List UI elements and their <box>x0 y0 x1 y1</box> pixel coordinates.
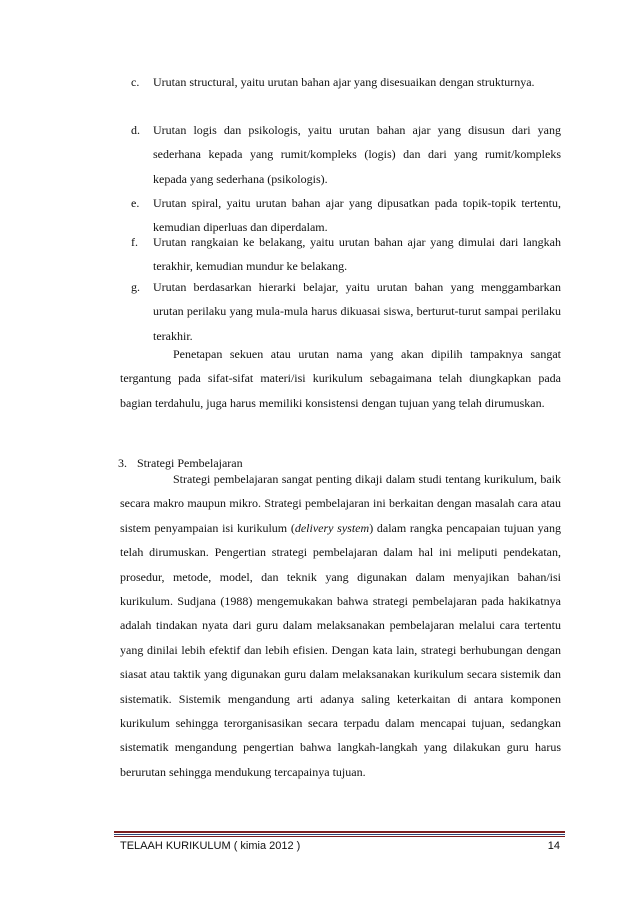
list-text: Urutan structural, yaitu urutan bahan ajar yang disesuaikan dengan strukturnya. <box>153 75 535 89</box>
list-label: f. <box>131 235 138 249</box>
list-item-g <box>131 275 561 348</box>
footer-rule-middle <box>114 834 565 835</box>
list-label: c. <box>131 75 140 89</box>
list-item-c <box>131 70 561 94</box>
paragraph-sequence: Penetapan sekuen atau urutan nama yang akan dipilih tampaknya sangat tergantung pada sifat-sifat materi/isi kurikulum sebagaimana telah diungkapkan pada bagian terdahulu, juga harus memiliki konsistensi dengan tujuan yang telah dirumuskan. <box>120 347 561 410</box>
list-item-d <box>131 118 561 191</box>
list-text: Urutan logis dan psikologis, yaitu urutan bahan ajar yang disusun dari yang sederhana kepada yang rumit/kompleks (logis) dan dari yang rumit/kompleks kepada yang sederhana (psikologis). <box>153 123 561 186</box>
footer-rule-bottom <box>114 836 565 837</box>
body-text-start: Strategi pembelajaran sangat penting dikaji dalam studi tentang kurikulum, baik secara makro maupun mikro. Strategi pembelajaran ini berkaitan dengan masalah cara atau sistem penyampaian isi kurikulum ( <box>120 472 561 535</box>
list-label: g. <box>131 280 140 294</box>
paragraph-strategi <box>120 467 561 784</box>
list-text: Urutan spiral, yaitu urutan bahan ajar yang dipusatkan pada topik-topik tertentu, kemudian diperluas dan diperdalam. <box>153 196 561 235</box>
footer-title: TELAAH KURIKULUM ( kimia 2012 ) <box>120 840 301 852</box>
page-number: 14 <box>547 840 560 852</box>
list-label: e. <box>131 196 140 210</box>
body-text-end: ) dalam rangka pencapaian tujuan yang telah dirumuskan. Pengertian strategi pembelajaran dalam hal ini meliputi pendekatan, prosedur, metode, model, dan teknik yang digunakan dalam menyajikan bahan/isi kurikulum. Sudjana (1988) mengemukakan bahwa strategi pembelajaran pada hakikatnya adalah tindakan nyata dari guru dalam melaksanakan pembelajaran melalui cara tertentu yang dinilai lebih efektif dan lebih efisien. Dengan kata lain, strategi berhubungan dengan siasat atau taktik yang digunakan guru dalam melaksanakan kurikulum secara sistemik dan sistematik. Sistemik mengandung arti adanya saling keterkaitan di antara komponen kurikulum sehingga terorganisasikan secara terpadu dalam mencapai tujuan, sedangkan sistematik mengandung pengertian bahwa langkah-langkah yang dilakukan guru harus berurutan sehingga mendukung tercapainya tujuan. <box>120 520 562 779</box>
footer-rule-top <box>114 831 565 833</box>
list-item-f <box>131 230 561 279</box>
list-label: d. <box>131 123 140 137</box>
list-text: Urutan rangkaian ke belakang, yaitu urutan bahan ajar yang dimulai dari langkah terakhir, kemudian mundur ke belakang. <box>153 235 561 274</box>
section-title: Strategi Pembelajaran <box>137 456 243 470</box>
body-text-italic: delivery system <box>294 520 370 535</box>
section-number: 3. <box>118 456 127 470</box>
list-text: Urutan berdasarkan hierarki belajar, yaitu urutan bahan yang menggambarkan urutan perilaku yang mula-mula harus dikuasai siswa, berturut-turut sampai perilaku terakhir. <box>153 280 561 343</box>
